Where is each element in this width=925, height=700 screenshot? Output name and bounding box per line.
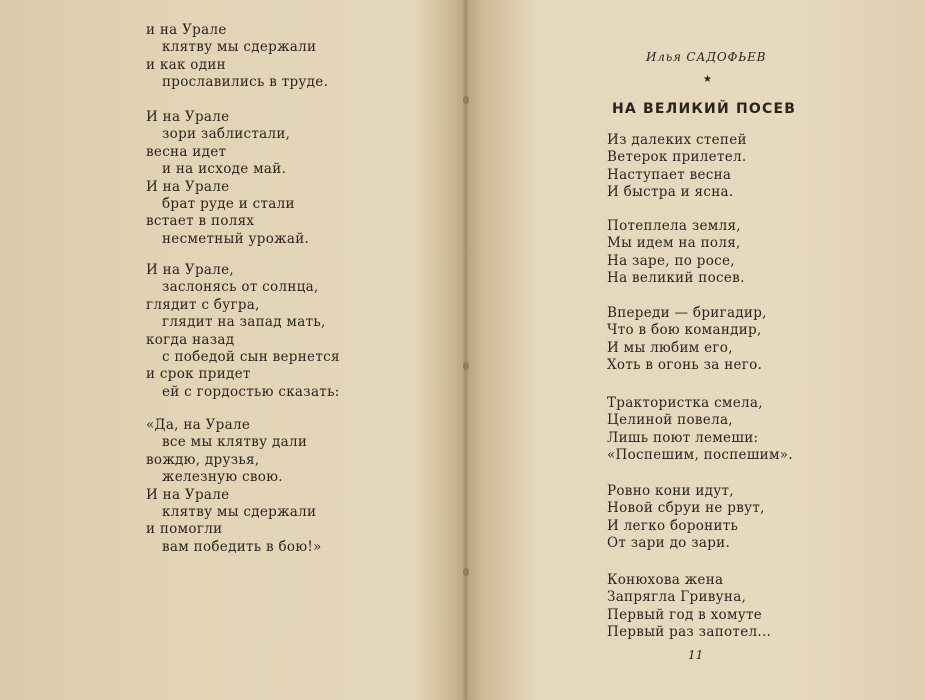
verse-line: И на Урале [146,109,230,125]
verse-line: Целиной повела, [607,412,733,429]
verse-line: Лишь поют лемеши: [607,429,759,446]
verse-line: «Поспешим, поспешим». [607,447,793,464]
verse-line: Что в бою командир, [607,322,762,339]
verse-line: прославились в труде. [162,74,329,91]
verse-line: несметный урожай. [162,230,310,247]
verse-line: железную свою. [162,469,283,486]
verse-line: Из далеких степей [607,132,747,148]
verse-line: Наступает весна [607,166,732,183]
left-stanza [146,109,309,248]
verse-line: Впереди — бригадир, [607,305,767,321]
right-stanza [607,395,793,465]
verse-line: и как один [146,56,226,73]
right-stanza [607,218,745,288]
verse-line: Первый раз запотел... [607,624,772,641]
verse-line: весна идет [146,143,227,160]
verse-line: вождю, друзья, [146,451,260,468]
verse-line: все мы клятву дали [162,434,308,451]
left-stanza [146,22,328,92]
verse-line: зори заблистали, [162,126,291,143]
verse-line: Ровно кони идут, [607,483,734,499]
page-number: 11 [688,648,704,662]
verse-line: «Да, на Урале [146,417,251,433]
verse-line: и на Урале [146,22,227,38]
right-stanza [607,483,765,553]
verse-line: Ветерок прилетел. [607,149,747,166]
verse-line: Первый год в хомуте [607,606,763,623]
verse-line: Конюхова жена [607,572,724,588]
verse-line: Мы идем на поля, [607,235,741,252]
verse-line: и на исходе май. [162,161,287,178]
right-stanza [607,132,747,202]
right-stanza [607,572,771,642]
verse-line: заслонясь от солнца, [162,279,319,296]
verse-line: И мы любим его, [607,339,733,356]
verse-line: встает в полях [146,213,255,230]
verse-line: клятву мы сдержали [162,39,317,56]
verse-line: Трактористка смела, [607,395,763,411]
verse-line: и помогли [146,521,223,538]
verse-line: И на Урале, [146,262,235,278]
verse-line: глядит на запад мать, [162,314,326,331]
verse-line: и срок придет [146,366,251,383]
right-stanza [607,305,767,375]
verse-line: Запрягла Гривуна, [607,589,747,606]
verse-line: с победой сын вернется [162,349,340,366]
verse-line: Хоть в огонь за него. [607,357,763,374]
verse-line: И на Урале [146,486,230,503]
verse-line: ей с гордостью сказать: [162,383,340,400]
verse-line: когда назад [146,331,235,348]
left-stanza [146,262,340,401]
verse-line: На великий посев. [607,270,745,287]
verse-line: клятву мы сдержали [162,504,317,521]
verse-line: И легко боронить [607,517,739,534]
verse-line: От зари до зари. [607,535,731,552]
verse-line: брат руде и стали [162,196,295,213]
author-name: Илья САДОФЬЕВ [646,50,767,64]
left-stanza [146,417,322,556]
verse-line: Потеплела земля, [607,218,741,234]
verse-line: вам победить в бою!» [162,538,322,555]
star-icon: ★ [703,74,712,85]
verse-line: На заре, по росе, [607,252,735,269]
poem-title: НА ВЕЛИКИЙ ПОСЕВ [612,101,797,117]
verse-line: И быстра и ясна. [607,184,734,201]
verse-line: И на Урале [146,178,230,195]
verse-line: глядит с бугра, [146,296,260,313]
verse-line: Новой сбруи не рвут, [607,500,765,517]
